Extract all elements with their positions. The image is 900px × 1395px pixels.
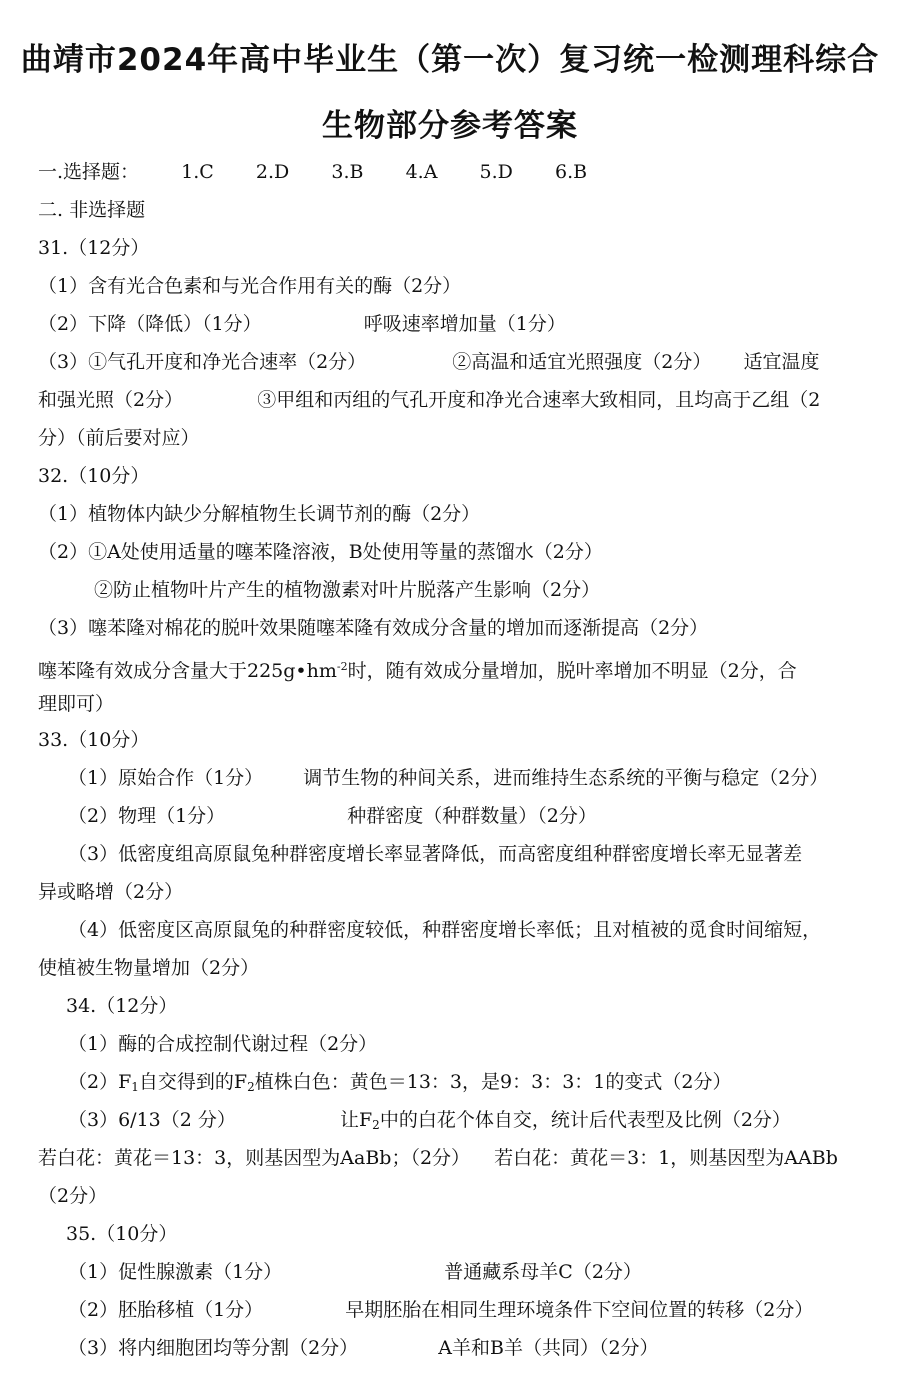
q34-answer-3e: （2分）	[38, 1185, 108, 1207]
q32-answer-3b-pre: 噻苯隆有效成分含量大于225g•hm	[38, 660, 337, 682]
q31-answer-3a: （3）①气孔开度和净光合速率（2分）	[38, 351, 367, 373]
choice-answer: 2.D	[255, 161, 290, 183]
q33-head: 33.（10分）	[38, 729, 150, 751]
q34-answer-3d: 若白花：黄花＝3：1，则基因型为AABb	[494, 1147, 838, 1169]
q32-answer-1: （1）植物体内缺少分解植物生长调节剂的酶（2分）	[38, 503, 481, 525]
q33-answer-1	[68, 766, 828, 790]
q35-answer-2	[68, 1298, 813, 1322]
q35-head: 35.（10分）	[66, 1223, 178, 1245]
q33-answer-4a: （4）低密度区高原鼠兔的种群密度较低，种群密度增长率低；且对植被的觅食时间缩短，	[68, 919, 822, 941]
q31-answer-3d: 和强光照（2分）	[38, 389, 184, 411]
q35-answer-3b: A羊和B羊（共同）（2分）	[438, 1337, 659, 1359]
q34-answer-2-p3: 植株白色：黄色＝13：3，是9：3：3：1的变式（2分）	[254, 1071, 732, 1093]
choice-answer: 1.C	[181, 161, 214, 183]
q33-answer-2b: 种群密度（种群数量）（2分）	[347, 805, 597, 827]
q34-answer-3c: 若白花：黄花＝13：3，则基因型为AaBb；（2分）	[38, 1147, 471, 1169]
q34-answer-3b-p2: 中的白花个体自交，统计后代表型及比例（2分）	[379, 1109, 791, 1131]
q35-answer-3	[68, 1336, 659, 1360]
q31-answer-3e: ③甲组和丙组的气孔开度和净光合速率大致相同，且均高于乙组（2	[257, 389, 821, 411]
nonchoice-label: 二. 非选择题	[38, 199, 146, 221]
choice-row	[38, 160, 587, 184]
q34-answer-3a: （3）6/13（2 分）	[68, 1109, 236, 1131]
q34-answer-3	[68, 1108, 791, 1137]
choice-answer: 5.D	[479, 161, 513, 183]
q34-answer-2-sub1: 1	[131, 1080, 139, 1094]
q31-answer-3	[38, 350, 819, 374]
q35-answer-3a: （3）将内细胞团均等分割（2分）	[68, 1337, 359, 1359]
q32-answer-3a: （3）噻苯隆对棉花的脱叶效果随噻苯隆有效成分含量的增加而逐渐提高（2分）	[38, 617, 709, 639]
q34-answer-2-p1: （2）F	[68, 1071, 132, 1093]
q31-answer-3-cont	[38, 388, 820, 412]
q34-answer-3b-p1: 让F	[339, 1109, 373, 1131]
q34-answer-3-cont	[38, 1146, 838, 1170]
title-line-1: 曲靖市2024年高中毕业生（第一次）复习统一检测理科综合	[20, 42, 880, 78]
choice-answer: 3.B	[331, 161, 364, 183]
choice-answer: 4.A	[405, 161, 438, 183]
q35-answer-1a: （1）促性腺激素（1分）	[68, 1261, 283, 1283]
q35-answer-2b: 早期胚胎在相同生理环境条件下空间位置的转移（2分）	[345, 1299, 814, 1321]
q33-answer-2	[68, 804, 597, 828]
q34-answer-3b-sub: 2	[372, 1118, 380, 1132]
q34-answer-2-p2: 自交得到的F	[138, 1071, 248, 1093]
q33-answer-3a: （3）低密度组高原鼠兔种群密度增长率显著降低，而高密度组种群密度增长率无显著差	[68, 843, 803, 865]
q32-answer-2b: ②防止植物叶片产生的植物激素对叶片脱落产生影响（2分）	[94, 579, 601, 601]
q32-answer-3c: 理即可）	[38, 693, 115, 715]
q33-answer-1a: （1）原始合作（1分）	[68, 767, 264, 789]
q34-answer-2	[68, 1070, 731, 1099]
q32-answer-3b-post: 时，随有效成分量增加，脱叶率增加不明显（2分，合	[347, 660, 797, 682]
q33-answer-3b: 异或略增（2分）	[38, 881, 184, 903]
title-line-2: 生物部分参考答案	[322, 108, 578, 144]
choice-label: 一.选择题：	[38, 161, 140, 183]
q34-answer-2-sub2: 2	[247, 1080, 255, 1094]
q31-answer-3f: 分）（前后要对应）	[38, 427, 200, 449]
q32-head: 32.（10分）	[38, 465, 150, 487]
q32-answer-3b	[38, 655, 797, 683]
q35-answer-1	[68, 1260, 642, 1284]
q31-answer-3c: 适宜温度	[743, 351, 820, 373]
q33-answer-2a: （2）物理（1分）	[68, 805, 226, 827]
q33-answer-4b: 使植被生物量增加（2分）	[38, 957, 260, 979]
q31-head: 31.（12分）	[38, 237, 150, 259]
q35-answer-2a: （2）胚胎移植（1分）	[68, 1299, 264, 1321]
q35-answer-1b: 普通藏系母羊C（2分）	[444, 1261, 642, 1283]
q34-answer-1: （1）酶的合成控制代谢过程（2分）	[68, 1033, 378, 1055]
q33-answer-1b: 调节生物的种间关系，进而维持生态系统的平衡与稳定（2分）	[303, 767, 829, 789]
q32-answer-2a: （2）①A处使用适量的噻苯隆溶液，B处使用等量的蒸馏水（2分）	[38, 541, 603, 563]
q34-head: 34.（12分）	[66, 995, 178, 1017]
choice-answer: 6.B	[554, 161, 588, 183]
q31-answer-3b: ②高温和适宜光照强度（2分）	[452, 351, 712, 373]
q31-answer-2a: （2）下降（降低）（1分）	[38, 313, 262, 335]
q31-answer-2	[38, 312, 566, 336]
q31-answer-1: （1）含有光合色素和与光合作用有关的酶（2分）	[38, 275, 462, 297]
q32-answer-3b-exponent: -2	[336, 660, 348, 673]
q31-answer-2b: 呼吸速率增加量（1分）	[363, 313, 566, 335]
